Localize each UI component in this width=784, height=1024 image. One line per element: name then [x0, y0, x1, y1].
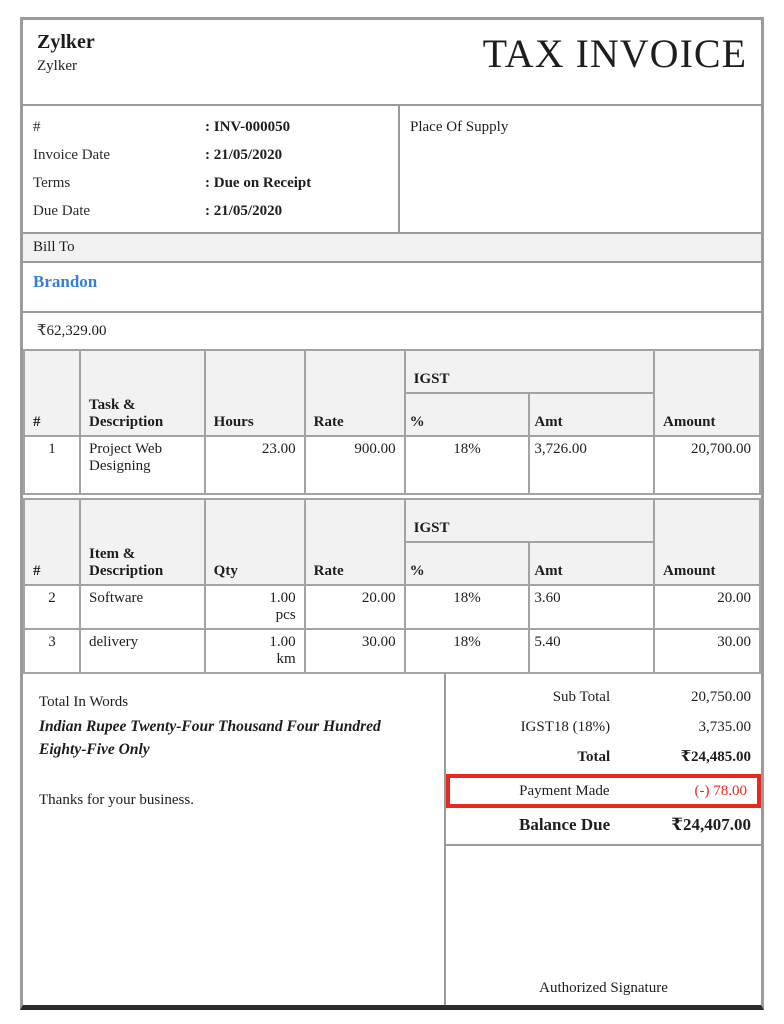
item-table-row	[24, 585, 760, 629]
tax-label: IGST18 (18%)	[520, 719, 611, 735]
terms-row	[33, 169, 388, 197]
total-label: Total	[577, 749, 611, 765]
task-table-row	[24, 436, 760, 494]
task-table	[23, 349, 761, 495]
tax-value: 3,735.00	[698, 719, 751, 735]
item-col-sno: #	[24, 499, 80, 585]
company-tagline: Zylker	[37, 58, 77, 74]
item-row-amount: 20.00	[654, 585, 760, 629]
invoice-meta-left	[23, 106, 398, 232]
total-in-words-value: Indian Rupee Twenty-Four Thousand Four Hundred Eighty-Five Only	[39, 718, 381, 758]
totals-area	[444, 674, 761, 1005]
item-row-qty	[205, 585, 305, 629]
invoice-date-value: : 21/05/2020	[205, 147, 283, 163]
company-name: Zylker	[37, 31, 95, 53]
invoice-header	[23, 20, 761, 106]
payment-made-value: (-) 78.00	[694, 783, 747, 799]
due-date-row	[33, 197, 388, 225]
task-col-igst-group: IGST	[405, 350, 654, 393]
task-col-amount: Amount	[654, 350, 760, 436]
total-in-words-area	[23, 674, 444, 1005]
task-table-header-row-1	[24, 350, 760, 393]
balance-due-value: ₹24,407.00	[671, 815, 751, 834]
invoice-number-value: : INV-000050	[205, 119, 291, 135]
task-row-sno: 1	[24, 436, 80, 494]
signature-box	[446, 844, 761, 1005]
authorized-signature-label: Authorized Signature	[539, 980, 668, 996]
invoice-document	[20, 17, 764, 1010]
item-row-description: delivery	[80, 629, 205, 673]
item-col-igst-pct: %	[405, 542, 530, 585]
item-col-igst-group: IGST	[405, 499, 654, 542]
total-row	[446, 742, 761, 772]
item-col-description: Item & Description	[80, 499, 205, 585]
task-col-igst-amt: Amt	[529, 393, 654, 436]
item-table-header-row-1	[24, 499, 760, 542]
customer-row	[23, 263, 761, 313]
task-col-igst-pct: %	[405, 393, 530, 436]
invoice-number-label: #	[33, 119, 41, 135]
company-block	[37, 29, 95, 77]
customer-notes: Thanks for your business.	[39, 792, 194, 808]
due-date-value: : 21/05/2020	[205, 203, 283, 219]
task-row-hours	[205, 436, 305, 494]
task-row-hours-value: 23.00	[261, 441, 296, 457]
total-value: ₹24,485.00	[680, 749, 751, 765]
item-table-row	[24, 629, 760, 673]
sub-total-value: 20,750.00	[691, 689, 751, 705]
task-col-rate: Rate	[305, 350, 405, 436]
task-col-hours: Hours	[205, 350, 305, 436]
task-row-igst-amt: 3,726.00	[529, 436, 654, 494]
item-row-igst-amt: 5.40	[529, 629, 654, 673]
terms-label: Terms	[33, 175, 71, 191]
customer-name-link[interactable]: Brandon	[33, 272, 98, 291]
tax-row	[446, 712, 761, 742]
document-title: TAX INVOICE	[482, 31, 747, 76]
invoice-date-row	[33, 141, 388, 169]
item-col-rate: Rate	[305, 499, 405, 585]
item-col-qty: Qty	[205, 499, 305, 585]
item-row-rate: 30.00	[305, 629, 405, 673]
item-row-qty	[205, 629, 305, 673]
item-row-igst-amt: 3.60	[529, 585, 654, 629]
item-row-sno: 2	[24, 585, 80, 629]
task-row-rate: 900.00	[305, 436, 405, 494]
summary-section	[23, 674, 761, 1005]
payment-made-label: Payment Made	[519, 783, 610, 799]
item-row-description: Software	[80, 585, 205, 629]
task-col-sno: #	[24, 350, 80, 436]
place-of-supply-label: Place Of Supply	[410, 119, 509, 135]
invoice-date-label: Invoice Date	[33, 147, 111, 163]
item-row-unit: pcs	[275, 607, 296, 623]
item-row-unit: km	[276, 651, 296, 667]
task-row-igst-pct: 18%	[405, 436, 530, 494]
task-col-description: Task & Description	[80, 350, 205, 436]
item-row-qty-value: 1.00	[269, 634, 296, 650]
payment-made-row-highlighted	[446, 774, 761, 808]
item-col-igst-amt: Amt	[529, 542, 654, 585]
item-row-igst-pct: 18%	[405, 629, 530, 673]
bill-to-header: Bill To	[23, 234, 761, 263]
sub-total-row	[446, 682, 761, 712]
invoice-number-row	[33, 113, 388, 141]
item-row-sno: 3	[24, 629, 80, 673]
task-row-description: Project Web Designing	[80, 436, 205, 494]
item-table	[23, 498, 761, 674]
task-row-amount: 20,700.00	[654, 436, 760, 494]
balance-due-row	[446, 810, 761, 840]
item-row-amount: 30.00	[654, 629, 760, 673]
totals-rows	[446, 674, 761, 844]
balance-due-label: Balance Due	[519, 815, 611, 834]
item-row-qty-value: 1.00	[269, 590, 296, 606]
sub-total-label: Sub Total	[552, 689, 611, 705]
place-of-supply-cell	[398, 106, 761, 232]
terms-value: : Due on Receipt	[205, 175, 312, 191]
customer-outstanding-amount: ₹62,329.00	[37, 323, 107, 339]
item-col-amount: Amount	[654, 499, 760, 585]
due-date-label: Due Date	[33, 203, 91, 219]
item-row-igst-pct: 18%	[405, 585, 530, 629]
total-in-words-label: Total In Words	[39, 694, 129, 710]
item-row-rate: 20.00	[305, 585, 405, 629]
invoice-meta-section	[23, 106, 761, 234]
